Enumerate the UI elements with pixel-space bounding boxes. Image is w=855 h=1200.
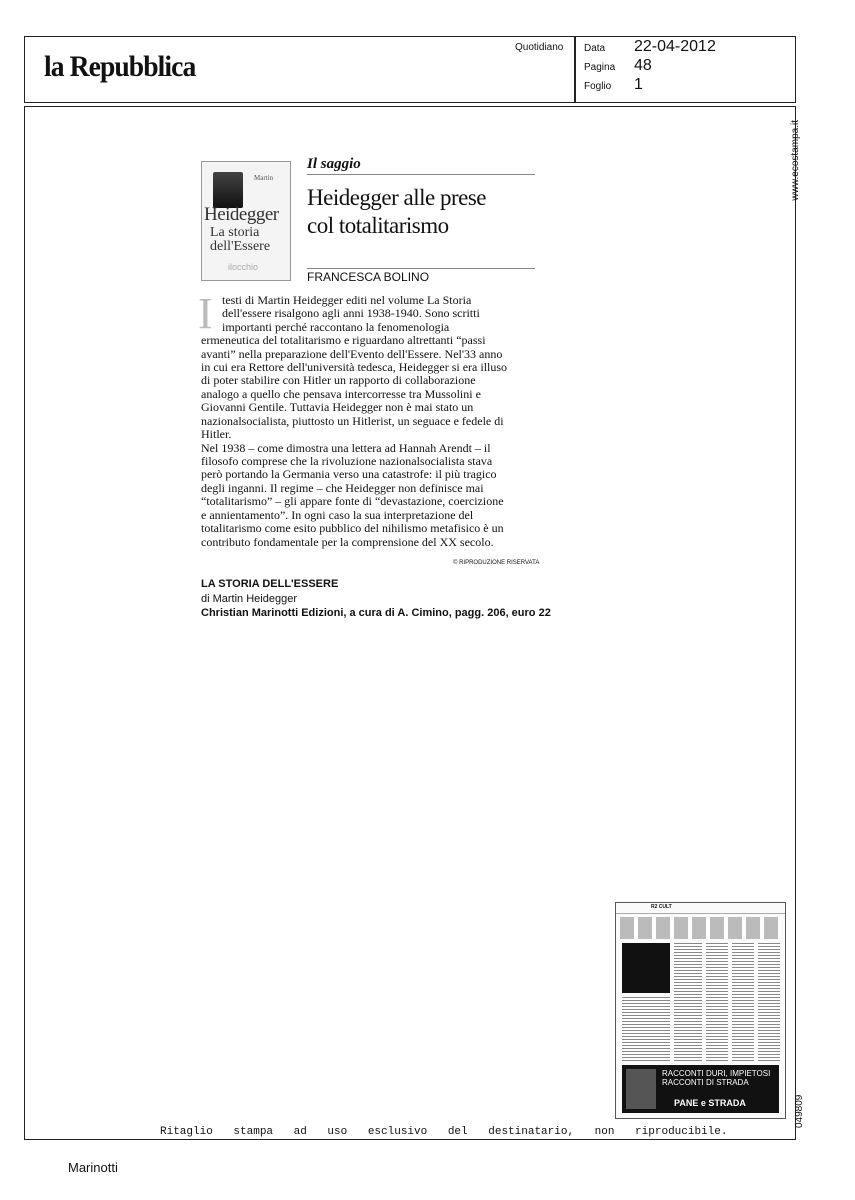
thumbnail-column bbox=[732, 943, 754, 1061]
book-cover bbox=[201, 161, 291, 281]
thumbnail-column bbox=[706, 943, 728, 1061]
reproduction-notice: Ritaglio stampa ad uso esclusivo del destinatario, non riproducibile. bbox=[160, 1126, 728, 1138]
copyright-note: © RIPRODUZIONE RISERVATA bbox=[453, 560, 540, 566]
thumbnail-header bbox=[616, 903, 785, 914]
website-label: www.ecostampa.it bbox=[790, 120, 801, 201]
ad-line: RACCONTI DURI, IMPIETOSI bbox=[662, 1069, 771, 1078]
clipping-code: 049809 bbox=[794, 1094, 805, 1128]
body-line: testi di Martin Heidegger editi nel volume La Storia bbox=[222, 293, 472, 307]
thumbnail-strip bbox=[620, 917, 781, 939]
cover-author-first: Martin bbox=[254, 174, 274, 182]
ad-book-image bbox=[626, 1069, 656, 1109]
cover-title: La storia dell'Essere bbox=[210, 225, 271, 254]
thumbnail-section: R2 CULT bbox=[651, 904, 672, 910]
data-value: 22-04-2012 bbox=[634, 38, 716, 55]
body-line: in cui era Rettore dell'università tedesca, Heidegger si era illuso bbox=[201, 360, 508, 374]
body-line: dell'essere risalgono agli anni 1938-1940. Sono scritti bbox=[222, 306, 480, 320]
thumbnail-column bbox=[758, 943, 780, 1061]
body-line: di poter stabilire con Hitler un rapporto di collaborazione bbox=[201, 373, 476, 387]
book-author: di Martin Heidegger bbox=[201, 593, 297, 605]
body-line: totalitarismo come esito pubblico del nihilismo metafisico è un bbox=[201, 521, 504, 535]
pagina-label: Pagina bbox=[584, 62, 616, 73]
body-line: e annientamento”. In ogni caso la sua interpretazione del bbox=[201, 508, 474, 522]
body-line: contributo fondamentale per la comprensione del XX secolo. bbox=[201, 535, 494, 549]
book-publisher-info: Christian Marinotti Edizioni, a cura di A. Cimino, pagg. 206, euro 22 bbox=[201, 607, 551, 619]
ad-line: RACCONTI DI STRADA bbox=[662, 1078, 749, 1087]
data-label: Data bbox=[584, 43, 606, 54]
foglio-value: 1 bbox=[634, 76, 643, 93]
body-line: degli inganni. Il regime – che Heidegger non definisce mai bbox=[201, 481, 484, 495]
body-line: nazionalsocialista, piuttosto un Hitlerist, un seguace e fedele di bbox=[201, 414, 504, 428]
cover-author: Heidegger bbox=[204, 204, 279, 225]
page-thumbnail bbox=[615, 902, 786, 1119]
book-title: LA STORIA DELL'ESSERE bbox=[201, 578, 339, 590]
body-line: importanti perché raccontano la fenomenologia bbox=[222, 320, 450, 334]
newspaper-masthead: la Repubblica bbox=[44, 50, 196, 83]
drop-cap: I bbox=[198, 289, 213, 338]
frequency-label: Quotidiano bbox=[515, 42, 564, 53]
article-title: Heidegger alle prese col totalitarismo bbox=[307, 185, 487, 238]
cover-publisher-mark: ilocchio bbox=[228, 262, 259, 272]
body-line: però portando la Germania verso una catastrofe: il più tragico bbox=[201, 467, 497, 481]
divider bbox=[307, 268, 535, 269]
pagina-value: 48 bbox=[634, 57, 652, 74]
thumbnail-block bbox=[622, 943, 670, 993]
body-line: Nel 1938 – come dimostra una lettera ad Hannah Arendt – il bbox=[201, 441, 491, 455]
article-byline: FRANCESCA BOLINO bbox=[307, 270, 430, 284]
body-line: analogo a quello che pensava intercorresse tra Mussolini e bbox=[201, 387, 481, 401]
ad-title: PANE e STRADA bbox=[674, 1098, 746, 1108]
body-line: “totalitarismo” – gli appare fonte di “devastazione, coercizione bbox=[201, 494, 504, 508]
divider bbox=[307, 174, 535, 175]
foglio-label: Foglio bbox=[584, 81, 612, 92]
body-line: ermeneutica del totalitarismo e riguardano altrettanti “passi bbox=[201, 333, 486, 347]
thumbnail-column bbox=[622, 997, 670, 1061]
article-kicker: Il saggio bbox=[307, 156, 361, 172]
body-line: filosofo comprese che la rivoluzione nazionalsocialista stava bbox=[201, 454, 493, 468]
body-line: avanti” nella preparazione dell'Evento dell'Essere. Nel'33 anno bbox=[201, 347, 503, 361]
publisher-name: Marinotti bbox=[68, 1160, 118, 1175]
body-line: Giovanni Gentile. Tuttavia Heidegger non è mai stato un bbox=[201, 400, 474, 414]
author-photo bbox=[213, 172, 243, 208]
body-line: Hitler. bbox=[201, 427, 232, 441]
thumbnail-ad bbox=[622, 1065, 779, 1113]
thumbnail-column bbox=[674, 943, 702, 1061]
